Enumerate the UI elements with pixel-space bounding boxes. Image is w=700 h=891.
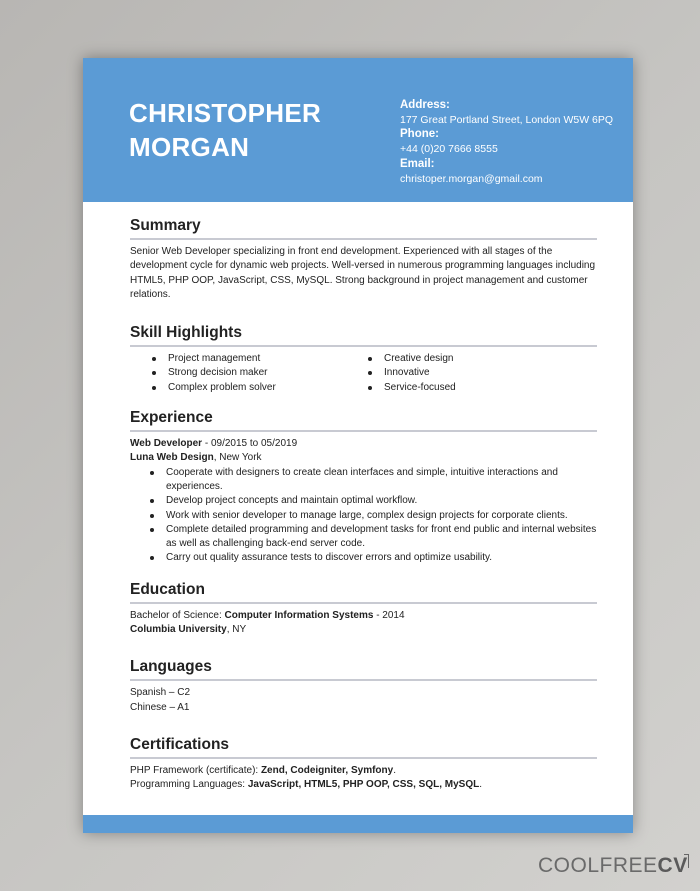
skill-item: Service-focused bbox=[366, 381, 562, 395]
phone-label: Phone: bbox=[400, 128, 439, 141]
certifications-title: Certifications bbox=[130, 735, 597, 759]
skills-title: Skill Highlights bbox=[130, 323, 597, 347]
skills-column-2 bbox=[346, 352, 562, 395]
summary-section bbox=[130, 216, 597, 302]
certification-line-2 bbox=[130, 778, 597, 792]
degree-year: - 2014 bbox=[373, 609, 405, 621]
job-bullet: Work with senior developer to manage large, complex design projects for corporate clients. bbox=[148, 509, 597, 523]
skills-column-1 bbox=[130, 352, 346, 395]
company-name: Luna Web Design bbox=[130, 452, 214, 464]
resume-page bbox=[83, 58, 633, 833]
cert-2-value: JavaScript, HTML5, PHP OOP, CSS, SQL, MySQL bbox=[247, 779, 480, 791]
languages-title: Languages bbox=[130, 657, 597, 681]
skill-item: Strong decision maker bbox=[150, 366, 346, 380]
job-bullet: Develop project concepts and maintain optimal workflow. bbox=[148, 494, 597, 508]
name-line-2: MORGAN bbox=[129, 132, 250, 162]
skill-item: Creative design bbox=[366, 352, 562, 366]
skills-section bbox=[130, 323, 597, 395]
cert-1-suffix: . bbox=[393, 764, 396, 776]
job-bullet: Cooperate with designers to create clean interfaces and simple, intuitive interactions and experiences. bbox=[148, 466, 597, 495]
job-bullet: Complete detailed programming and development tasks for front end public and internal websites as well as challenging back-end server code. bbox=[148, 523, 597, 552]
name-line-1: CHRISTOPHER bbox=[129, 98, 322, 128]
skill-item: Complex problem solver bbox=[150, 381, 346, 395]
footer-accent-bar bbox=[83, 815, 633, 833]
brand-light-text: COOLFREE bbox=[538, 854, 658, 877]
degree-line bbox=[130, 609, 597, 623]
email-value: christoper.morgan@gmail.com bbox=[400, 172, 543, 185]
job-bullets bbox=[130, 466, 597, 566]
job-bullet: Carry out quality assurance tests to discover errors and optimize usability. bbox=[148, 551, 597, 565]
phone-value: +44 (0)20 7666 8555 bbox=[400, 143, 498, 156]
email-label: Email: bbox=[400, 157, 435, 170]
company-location: , New York bbox=[213, 452, 262, 464]
company-line bbox=[130, 451, 597, 465]
brand-corner-mark-icon bbox=[684, 854, 689, 868]
brand-logo bbox=[538, 854, 688, 878]
experience-title: Experience bbox=[130, 408, 597, 432]
candidate-name bbox=[129, 96, 321, 164]
certifications-section bbox=[130, 735, 597, 793]
job-title: Web Developer bbox=[130, 438, 203, 450]
job-dates: - 09/2015 to 05/2019 bbox=[202, 438, 298, 450]
resume-body bbox=[130, 216, 597, 793]
cert-1-label: PHP Framework (certificate): bbox=[130, 764, 261, 776]
contact-info bbox=[400, 98, 613, 186]
degree-prefix: Bachelor of Science: bbox=[130, 609, 225, 621]
language-item: Chinese – A1 bbox=[130, 701, 190, 713]
address-value: 177 Great Portland Street, London W5W 6PQ bbox=[400, 113, 614, 126]
school-line bbox=[130, 623, 597, 637]
cert-1-value: Zend, Codeigniter, Symfony bbox=[260, 764, 394, 776]
summary-text: Senior Web Developer specializing in front end development. Experienced with all stages of the development cycle for dynamic web projects. Well-versed in numerous programming languages including HTML5, PHP OOP, JavaScript, CSS, MySQL. Strong background in project management and customer relations. bbox=[130, 246, 596, 300]
skill-item: Project management bbox=[150, 352, 346, 366]
school-name: Columbia University bbox=[130, 624, 227, 636]
skill-item: Innovative bbox=[366, 366, 562, 380]
cert-2-suffix: . bbox=[479, 779, 483, 791]
degree-name: Computer Information Systems bbox=[224, 609, 374, 621]
education-section bbox=[130, 580, 597, 638]
school-location: , NY bbox=[226, 624, 247, 636]
job-heading bbox=[130, 437, 597, 451]
skills-columns bbox=[130, 352, 597, 395]
language-item: Spanish – C2 bbox=[130, 687, 191, 699]
brand-bold-text: CV bbox=[657, 854, 688, 877]
certification-line-1 bbox=[130, 764, 597, 778]
experience-section bbox=[130, 408, 597, 566]
resume-header bbox=[83, 58, 633, 202]
education-title: Education bbox=[130, 580, 597, 604]
address-label: Address: bbox=[400, 99, 450, 111]
summary-title: Summary bbox=[130, 216, 597, 240]
languages-section bbox=[130, 657, 597, 715]
cert-2-label: Programming Languages: bbox=[130, 779, 248, 791]
